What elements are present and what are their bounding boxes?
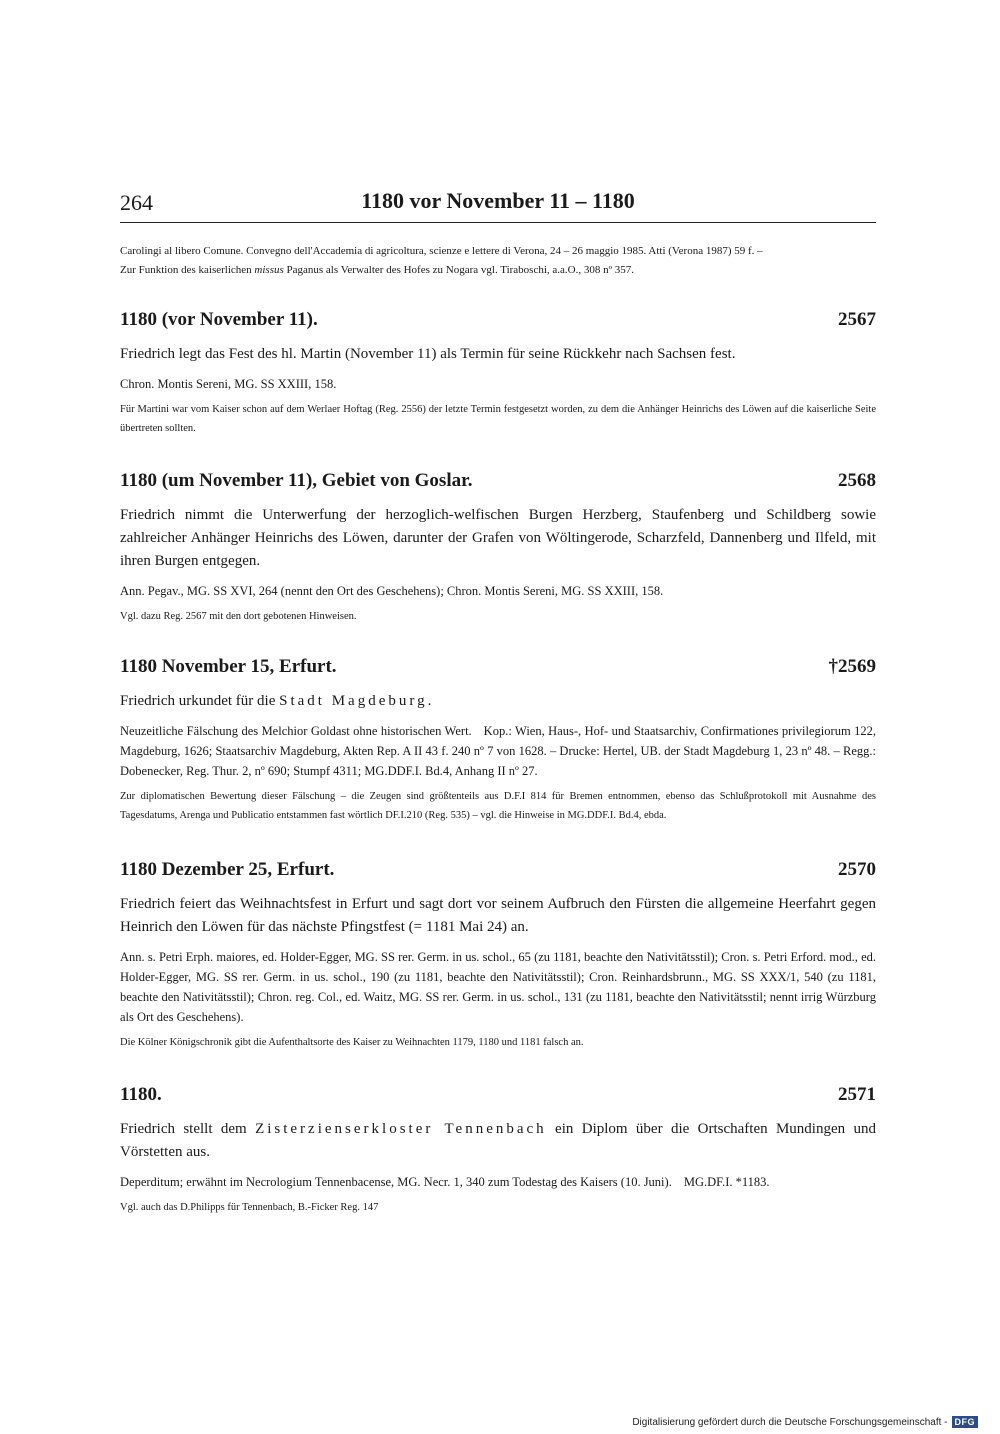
entry-sources: Deperditum; erwähnt im Necrologium Tennenbacense, MG. Necr. 1, 340 zum Todestag des Kaisers (10. Juni). MG.DF.I. *1183. [120, 1175, 770, 1189]
intro-text [120, 242, 876, 280]
entry-heading [120, 470, 876, 496]
entry-summary: Friedrich nimmt die Unterwerfung der herzoglich-welfischen Burgen Herzberg, Staufenberg und Schildberg sowie zahlreicher Anhänger Heinrichs des Löwen, darunter der Grafen von Wöltingerode, Scharzfeld, Dannenberg und Ilfeld, mit ihren Burgen entgegen. [120, 507, 876, 569]
entry-date: 1180 (vor November 11). [120, 309, 318, 330]
entry-heading [120, 656, 876, 682]
regest-entry-2568 [120, 470, 876, 626]
entry-sources: Ann. Pegav., MG. SS XVI, 264 (nennt den Ort des Geschehens); Chron. Montis Sereni, MG. SS XXIII, 158. [120, 584, 664, 598]
entry-sources: Chron. Montis Sereni, MG. SS XXIII, 158. [120, 377, 337, 391]
regest-entry-2571 [120, 1084, 876, 1217]
page-number: 264 [120, 190, 153, 215]
entry-summary: Friedrich urkundet für die Stadt Magdeburg. [120, 693, 432, 709]
entry-notes: Vgl. dazu Reg. 2567 mit den dort gebotenen Hinweisen. [120, 611, 357, 622]
entry-date: 1180 November 15, Erfurt. [120, 656, 337, 677]
entry-notes: Vgl. auch das D.Philipps für Tennenbach, B.-Ficker Reg. 147 [120, 1202, 379, 1213]
footer-text: Digitalisierung gefördert durch die Deutsche Forschungsgemeinschaft - [632, 1416, 948, 1428]
page-header [120, 186, 876, 223]
entry-summary: Friedrich feiert das Weihnachtsfest in Erfurt und sagt dort vor seinem Aufbruch den Fürsten die allgemeine Heerfahrt gegen Heinrich den Löwen für das nächste Pfingstfest (= 1181 Mai 24) an. [120, 896, 876, 935]
entry-date: 1180 Dezember 25, Erfurt. [120, 859, 335, 880]
entry-heading [120, 1084, 876, 1110]
dfg-logo: DFG [952, 1416, 979, 1428]
page-title: 1180 vor November 11 – 1180 [361, 188, 635, 213]
regest-entry-2570 [120, 859, 876, 1052]
entry-number: †2569 [828, 656, 876, 677]
regest-entry-2567 [120, 309, 876, 438]
entry-number: 2571 [838, 1084, 876, 1105]
entry-number: 2570 [838, 859, 876, 880]
entry-heading [120, 309, 876, 335]
dfg-footer [632, 1416, 978, 1428]
entry-sources: Neuzeitliche Fälschung des Melchior Goldast ohne historischen Wert. Kop.: Wien, Haus-, Hof- und Staatsarchiv, Confirmationes privilegiorum 122, Magdeburg, 1626; Staatsarchiv Magdeburg, Akten Rep. A II 43 f. 240 nº 7 von 1628. – Drucke: Hertel, UB. der Stadt Magdeburg 1, 23 nº 48. – Regg.: Dobenecker, Reg. Thur. 2, nº 690; Stumpf 4311; MG.DDF.I. Bd.4, Anhang II nº 27. [120, 724, 876, 778]
entry-date: 1180 (um November 11), Gebiet von Goslar. [120, 470, 473, 491]
entry-notes: Die Kölner Königschronik gibt die Aufenthaltsorte des Kaiser zu Weihnachten 1179, 1180 und 1181 falsch an. [120, 1037, 584, 1048]
intro-line: Carolingi al libero Comune. Convegno dell'Accademia di agricoltura, scienze e lettere di Verona, 24 – 26 maggio 1985. Atti (Verona 1987) 59 f. – [120, 245, 763, 257]
entry-heading [120, 859, 876, 885]
entry-sources: Ann. s. Petri Erph. maiores, ed. Holder-Egger, MG. SS rer. Germ. in us. schol., 65 (zu 1181, beachte den Nativitätsstil); Cron. s. Petri Erford. mod., ed. Holder-Egger, MG. SS rer. Germ. in us. schol., 190 (zu 1181, beachte den Nativitätsstil); Cron. Reinhardsbrunn., MG. SS XXX/1, 540 (zu 1181, beachte den Nativitätsstil); Chron. reg. Col., ed. Waitz, MG. SS rer. Germ. in us. schol., 131 (zu 1181, beachte den Nativitätsstil; nennt irrig Würzburg als Ort des Geschehens). [120, 950, 876, 1024]
entry-date: 1180. [120, 1084, 162, 1105]
entry-number: 2568 [838, 470, 876, 491]
entry-notes: Für Martini war vom Kaiser schon auf dem Werlaer Hoftag (Reg. 2556) der letzte Termin festgesetzt worden, zu dem die Anhänger Heinrichs des Löwen auf die kaiserliche Seite übertreten sollten. [120, 404, 876, 434]
entry-summary: Friedrich stellt dem Zisterzienserkloster Tennenbach ein Diplom über die Ortschaften Mundingen und Vörstetten aus. [120, 1121, 876, 1160]
entry-notes: Zur diplomatischen Bewertung dieser Fälschung – die Zeugen sind größtenteils aus D.F.I 814 für Bremen entnommen, ebenso das Schlußprotokoll mit Ausnahme des Tagesdatums, Arenga und Publicatio entstammen fast wörtlich DF.I.210 (Reg. 535) – vgl. die Hinweise in MG.DDF.I. Bd.4, ebda. [120, 791, 876, 821]
intro-line: Zur Funktion des kaiserlichen missus Paganus als Verwalter des Hofes zu Nogara vgl. Tiraboschi, a.a.O., 308 nº 357. [120, 264, 635, 276]
regest-entry-2569 [120, 656, 876, 825]
entry-summary: Friedrich legt das Fest des hl. Martin (November 11) als Termin für seine Rückkehr nach Sachsen fest. [120, 346, 736, 362]
entry-number: 2567 [838, 309, 876, 330]
